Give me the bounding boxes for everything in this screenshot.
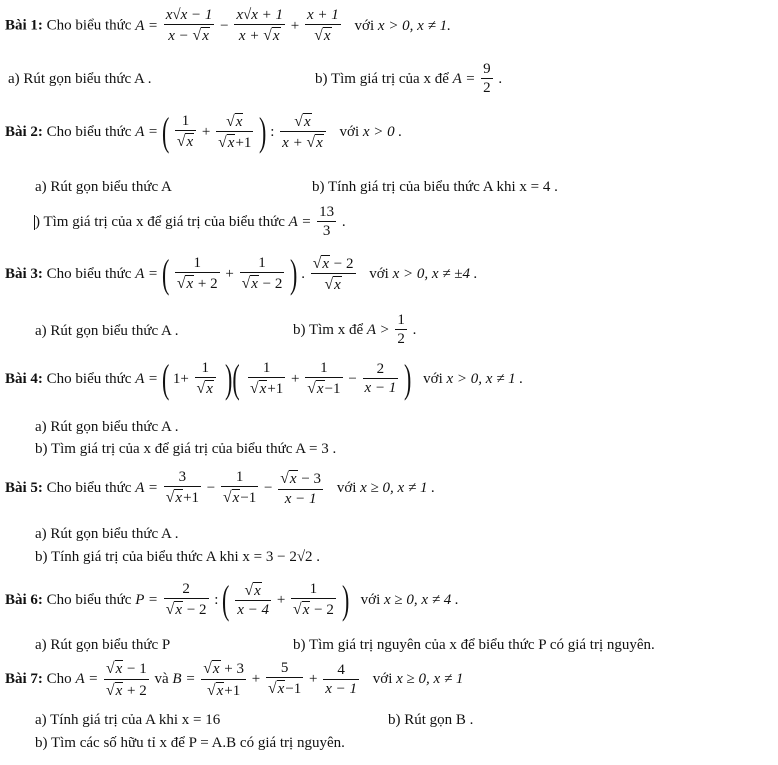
bai4-frac4: $\frac{2}{x - 1}$ bbox=[364, 361, 397, 396]
bai4-label: Bài 4: bbox=[5, 370, 43, 387]
bai4-frac3: $\frac{1}{√x-1}$ bbox=[307, 359, 341, 397]
bai2-label: Bài 2: bbox=[5, 123, 43, 140]
bai6-label: Bài 6: bbox=[5, 591, 43, 608]
bai2-frac3: $\frac{√x}{x + √x}$ bbox=[280, 113, 326, 152]
bai1-part-b: b) Tìm giá trị của x để A = $\frac{9}{2}$ . bbox=[315, 61, 503, 96]
bai2-c-frac: $\frac{13}{3}$ bbox=[319, 204, 335, 239]
bai6-frac1: $\frac{2}{√x - 2}$ bbox=[165, 580, 207, 618]
bai2-part-b: b) Tính giá trị của biểu thức A khi x = 4 . bbox=[312, 179, 558, 195]
bai5-row: Bài 5: Cho biểu thức A = $\frac{3}{√x+1}$ − $\frac{1}{√x-1}$ − $\frac{√x - 3}{x - 1}$ với x ≥ 0, x ≠ 1 . bbox=[5, 469, 435, 507]
bai6-part-a: a) Rút gọn biểu thức P bbox=[35, 637, 171, 653]
bai3-row: Bài 3: Cho biểu thức A = ( $\frac{1}{√x + 2}$ + $\frac{1}{√x - 2}$ ) . $\frac{√x - 2}{√x}$ với x > 0, x ≠ ±4 . bbox=[5, 251, 478, 296]
bai7-row: Bài 7: Cho A = $\frac{√x - 1}{√x + 2}$ và B = $\frac{√x + 3}{√x+1}$ + $\frac{5}{√x-1}$ + $\frac{4}{x - 1}$ với x ≥ 0, x ≠ 1 bbox=[5, 660, 464, 699]
bai7-B-frac3: $\frac{4}{x - 1}$ bbox=[325, 661, 358, 697]
bai4-row: Bài 4: Cho biểu thức A = ( 1+ $\frac{1}{√x}$ )( $\frac{1}{√x+1}$ + $\frac{1}{√x-1}$ − $\frac{2}{x - 1}$ ) với x > 0, x ≠ 1 . bbox=[5, 356, 524, 401]
bai4-part-a: a) Rút gọn biểu thức A . bbox=[35, 419, 179, 435]
bai3-part-b: b) Tìm x để A > $\frac{1}{2}$ . bbox=[293, 312, 417, 347]
bai2-frac1: $\frac{1}{√x}$ bbox=[175, 114, 196, 151]
bai4-frac2: $\frac{1}{√x+1}$ bbox=[250, 359, 284, 397]
bai5-frac1: $\frac{3}{√x+1}$ bbox=[165, 469, 200, 506]
bai3-label: Bài 3: bbox=[5, 265, 43, 282]
bai5-frac3: $\frac{√x - 3}{x - 1}$ bbox=[280, 470, 322, 507]
bai1-row: Bài 1: Cho biểu thức A = $\frac{x√x - 1}{x - √x}$ − $\frac{x√x + 1}{x + √x}$ + $\frac{x + 1}{√x}$ với x > 0, x ≠ 1. bbox=[5, 7, 451, 44]
bai4-part-b: b) Tìm giá trị của x để giá trị của biểu thức A = 3 . bbox=[35, 441, 337, 457]
bai2-frac2: $\frac{√x}{√x+1}$ bbox=[218, 112, 252, 151]
bai2-part-c: ) Tìm giá trị của x để giá trị của biểu thức A = $\frac{13}{3}$ . bbox=[35, 204, 346, 239]
bai3-frac3: $\frac{√x - 2}{√x}$ bbox=[312, 254, 354, 293]
bai1-b-frac: $\frac{9}{2}$ bbox=[483, 61, 491, 96]
bai7-B-frac1: $\frac{√x + 3}{√x+1}$ bbox=[203, 660, 245, 699]
bai7-label: Bài 7: bbox=[5, 671, 43, 687]
bai3-part-a: a) Rút gọn biểu thức A . bbox=[35, 323, 179, 339]
bai1-intro: Cho biểu thức bbox=[46, 17, 132, 34]
bai1-part-a: a) Rút gọn biểu thức A . bbox=[8, 71, 152, 87]
bai1-label: Bài 1: bbox=[5, 17, 43, 34]
bai4-frac1: $\frac{1}{√x}$ bbox=[195, 361, 216, 398]
bai1-condition: x > 0, x ≠ 1. bbox=[377, 17, 451, 34]
bai1-frac3: $\frac{x + 1}{√x}$ bbox=[307, 7, 339, 44]
bai1-frac2: $\frac{x√x + 1}{x + √x}$ bbox=[236, 7, 284, 44]
bai5-label: Bài 5: bbox=[5, 479, 43, 496]
bai5-part-b: b) Tính giá trị của biểu thức A khi x = 3 − 2√2 . bbox=[35, 549, 321, 565]
bai3-frac2: $\frac{1}{√x - 2}$ bbox=[241, 254, 283, 292]
bai5-frac2: $\frac{1}{√x-1}$ bbox=[223, 469, 257, 506]
bai5-part-a: a) Rút gọn biểu thức A . bbox=[35, 526, 179, 542]
bai7-A-frac: $\frac{√x - 1}{√x + 2}$ bbox=[105, 660, 147, 699]
bai7-B-frac2: $\frac{5}{√x-1}$ bbox=[267, 660, 302, 698]
bai7-part-c: b) Tìm các số hữu tỉ x để P = A.B có giá trị nguyên. bbox=[35, 735, 345, 751]
bai6-row: Bài 6: Cho biểu thức P = $\frac{2}{√x - 2}$ : ( $\frac{√x}{x - 4}$ + $\frac{1}{√x - 2}$ ) với x ≥ 0, x ≠ 4 . bbox=[5, 577, 459, 622]
bai1-frac1-den: x − √x bbox=[168, 27, 209, 44]
bai6-frac2: $\frac{√x}{x - 4}$ bbox=[237, 581, 270, 619]
bai1-frac1: $\frac{x√x - 1}{x - √x}$ bbox=[165, 7, 213, 44]
bai6-part-b: b) Tìm giá trị nguyên của x để biểu thức P có giá trị nguyên. bbox=[293, 637, 655, 653]
bai2-part-a: a) Rút gọn biểu thức A bbox=[35, 179, 172, 195]
bai7-part-a: a) Tính giá trị của A khi x = 16 bbox=[35, 712, 221, 728]
bai1-A-eq: A = bbox=[135, 17, 158, 34]
bai2-row: Bài 2: Cho biểu thức A = ( $\frac{1}{√x}$ + $\frac{√x}{√x+1}$ ) : $\frac{√x}{x + √x}$ với x > 0 . bbox=[5, 109, 403, 154]
bai6-frac3: $\frac{1}{√x - 2}$ bbox=[293, 580, 334, 618]
bai3-frac1: $\frac{1}{√x + 2}$ bbox=[176, 254, 218, 292]
bai3-b-frac: $\frac{1}{2}$ bbox=[397, 312, 405, 347]
bai7-part-b: b) Rút gọn B . bbox=[388, 712, 474, 728]
